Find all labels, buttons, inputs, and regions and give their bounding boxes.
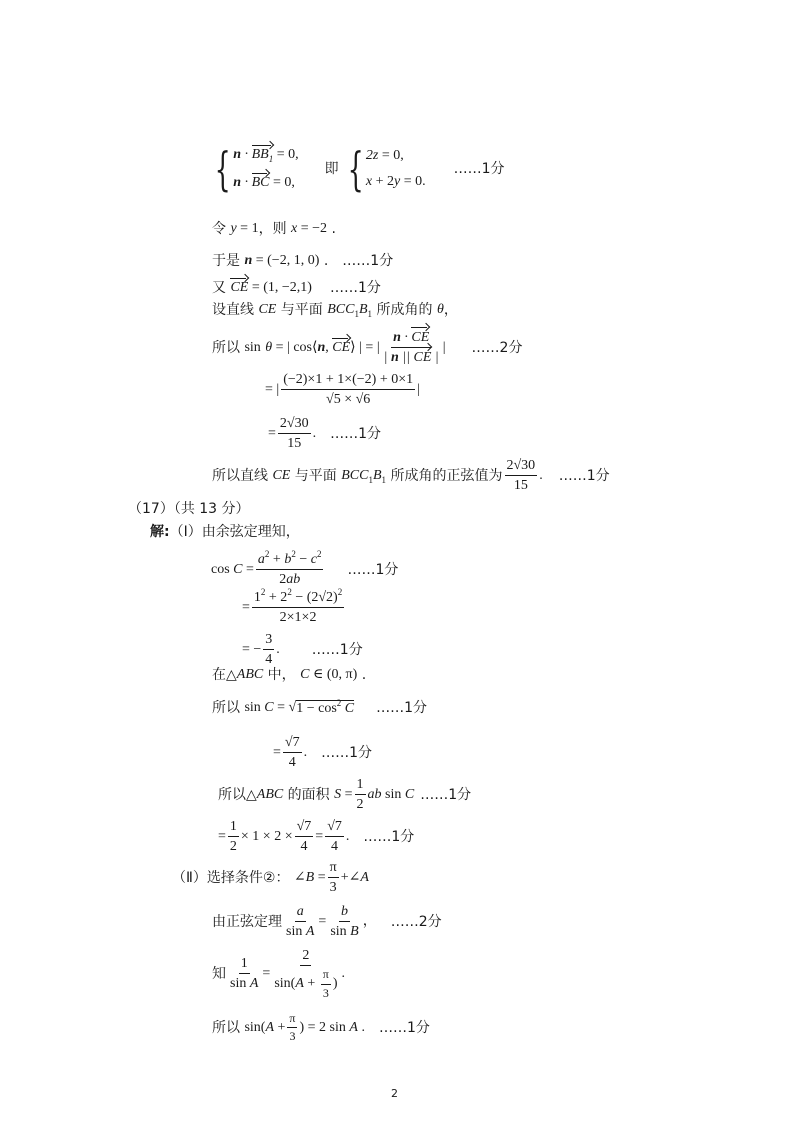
area-calc-score: ……1分 xyxy=(363,828,415,845)
calc-line: = | $\frac{(-2)\times 1 + 1\times(-2) + 0\times 1}{√5 \times √6}$ | xyxy=(265,372,420,408)
know-label: 知 xyxy=(212,965,226,982)
calc-numerator: (−2)×1 + 1×(−2) + 0×1 xyxy=(281,372,415,390)
cosC-fraction: $\frac{a^2 + b^2 - c^2}{2ab}$ xyxy=(257,549,322,588)
sqrt7-fraction xyxy=(283,735,302,771)
area-line: 所以△ ABC 的面积 S = $\frac{1}{2}$ ab sin C ……1分 xyxy=(218,777,472,813)
cosC-line: cos C = $\frac{a^2 + b^2 - c^2}{2ab}$ ……1分 xyxy=(211,549,399,588)
part2-line: （Ⅱ）选择条件②： ∠ B = $\frac{\pi}{3}$ +∠ A xyxy=(172,860,369,896)
system-eq-2: n · BC = 0, xyxy=(233,175,295,190)
q17-header: （17）（共 13 分） xyxy=(128,501,250,517)
result-numerator: 2√30 xyxy=(278,416,311,434)
neg34-numerator: 3 xyxy=(263,632,274,650)
substitution-denominator: 2×1×2 xyxy=(279,610,317,626)
neg34-denominator: 4 xyxy=(265,652,273,668)
page-number: 2 xyxy=(391,1087,398,1100)
sqrt7-numerator: √7 xyxy=(283,735,302,753)
substitution-fraction: $\frac{1^2 + 2^2 - (2√2)^2}{2\times 1\times 2}$ xyxy=(253,587,343,626)
calc-fraction xyxy=(281,372,415,408)
left-brace: { xyxy=(214,142,231,196)
q17-part1 xyxy=(150,525,300,539)
so-n-line: 于是 n = (−2, 1, 0) . ……1分 xyxy=(212,253,394,269)
result-fraction xyxy=(278,416,311,452)
set-angle-line: 设直线 CE 与平面 $BCC_1B_1$ 所成角的 θ ， xyxy=(212,302,458,319)
sqrt7-denominator: 4 xyxy=(288,755,296,771)
sine-law-label: 由正弦定理 xyxy=(212,913,282,930)
cosC-substitution: = $\frac{1^2 + 2^2 - (2√2)^2}{2\times 1\times 2}$ xyxy=(242,587,343,626)
equation-system xyxy=(208,142,505,196)
conclusion-score: ……1分 xyxy=(558,467,610,484)
area-denominator: 2 xyxy=(356,797,364,813)
calc-denominator: √5 × √6 xyxy=(326,392,371,408)
sine-law-line: 由正弦定理 $\frac{a}{\text{sin A}}$ = $\frac{b}{\text{sin B}}$ ， ……2分 xyxy=(212,904,442,940)
system-eq-1: $n \cdot BB_1 = 0$, xyxy=(233,147,299,164)
ji-label: 即 xyxy=(324,161,339,177)
sqrt7-score: ……1分 xyxy=(321,744,373,761)
result-line: = $\frac{2√30}{15}$ . ……1分 xyxy=(268,416,382,452)
sqrt7-line: = $\frac{√7}{4}$ . ……1分 xyxy=(273,735,373,771)
final-line: 所以 sin( A + $\frac{\pi}{3}$ ) = 2 sin A . ……1分 xyxy=(212,1011,430,1044)
area-half-fraction xyxy=(355,777,366,813)
right-brace: { xyxy=(347,142,364,196)
sin-theta-fraction: $\frac{n \cdot CE}{| n || CE |}$ xyxy=(383,330,439,366)
system-eq-4: x + 2y = 0. xyxy=(365,174,426,189)
conclusion-fraction xyxy=(505,458,538,494)
part1-text: （Ⅰ）由余弦定理知， xyxy=(169,524,300,540)
final-score: ……1分 xyxy=(378,1019,430,1036)
sinC-line: 所以 sin C = √ $1 - \cos^2 C$ ……1分 xyxy=(212,698,428,716)
area-numerator: 1 xyxy=(355,777,366,795)
area-calc-line: = $\frac{1}{2}$ × 1 × 2 × $\frac{√7}{4}$ = $\frac{√7}{4}$ . ……1分 xyxy=(218,819,415,855)
sin-theta-score: ……2分 xyxy=(471,339,523,356)
result-score: ……1分 xyxy=(330,425,382,442)
ce-vector-line: 又 CE = (1, −2,1) ……1分 xyxy=(212,280,381,296)
neg34-score: ……1分 xyxy=(311,641,363,658)
part2-numerator: π xyxy=(328,860,339,878)
ce-vector-score: ……1分 xyxy=(329,280,381,296)
so-n-score: ……1分 xyxy=(342,253,394,269)
neg-three-quarters-fraction xyxy=(263,632,274,668)
sine-law-score: ……2分 xyxy=(390,913,442,930)
conclusion-line: 所以直线 CE 与平面 $BCC_1B_1$ 所成角的正弦值为 $\frac{2√30}{15}$ . ……1分 xyxy=(212,458,610,494)
part2-fraction xyxy=(328,860,339,896)
system-score: ……1分 xyxy=(453,161,505,177)
system-eq-3: 2z = 0, xyxy=(365,148,404,163)
conclusion-numerator: 2√30 xyxy=(505,458,538,476)
in-triangle-line: 在△ ABC 中， C ∈ (0, π) . xyxy=(212,667,367,683)
know-line: 知 $\frac{1}{\text{sin A}}$ = 2 sin( A + $\frac{\pi}{3}$ ) . xyxy=(212,948,346,1000)
neg-three-quarters-line: = − $\frac{3}{4}$ . ……1分 xyxy=(242,632,363,668)
result-denominator: 15 xyxy=(287,436,302,452)
part2-denominator: 3 xyxy=(329,880,337,896)
area-score: ……1分 xyxy=(420,786,472,803)
let-y-line: 令 y = 1 ，则 x = −2 . xyxy=(212,221,336,237)
conclusion-denominator: 15 xyxy=(513,478,528,494)
sinC-score: ……1分 xyxy=(376,700,428,716)
cosC-score: ……1分 xyxy=(347,561,399,578)
sin-theta-line: 所以 sin θ = | cos⟨ n , CE ⟩ | = | $\frac{n \cdot CE}{| n || CE |}$ | ……2分 xyxy=(212,330,523,366)
solution-label: 解: xyxy=(150,524,170,540)
